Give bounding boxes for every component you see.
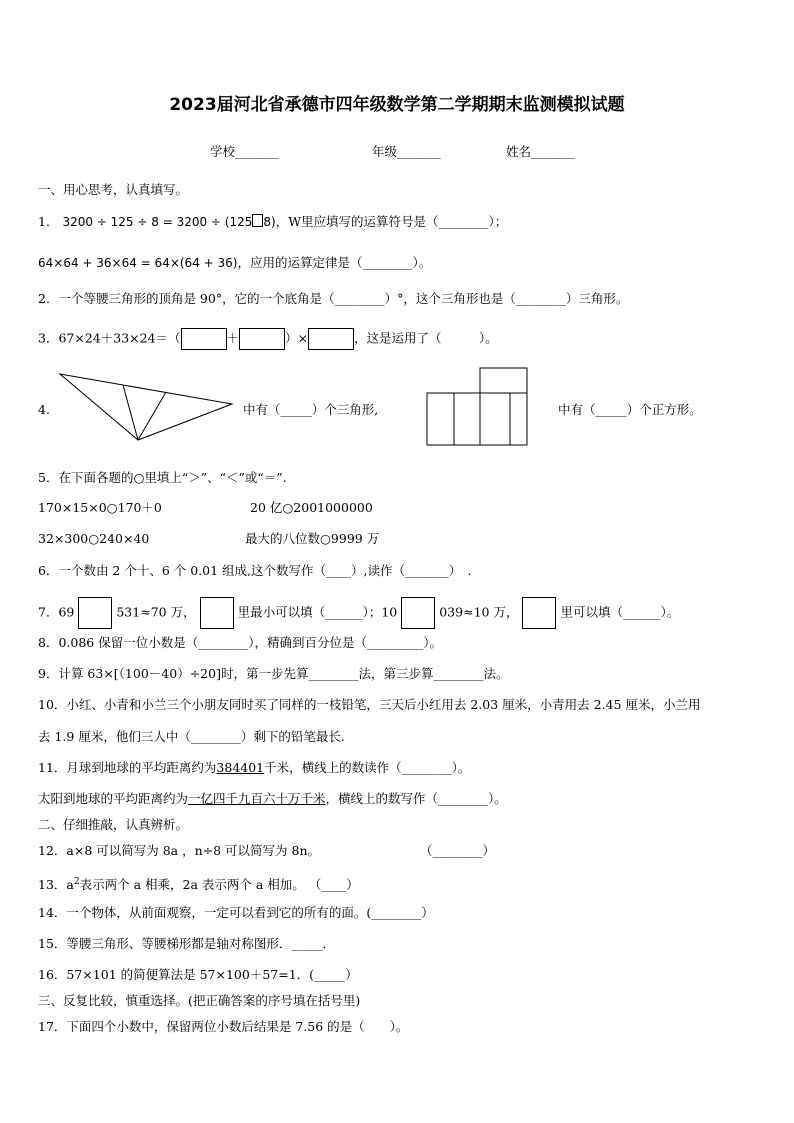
q1-expression-right: 8) — [263, 215, 276, 229]
q11a-text: 11．月球到地球的平均距离约为 — [38, 760, 217, 775]
q1-number: 1． — [38, 214, 59, 229]
q5-row2-a: 32×300○240×40 — [38, 531, 150, 546]
q11a-text-end: 千米，横线上的数读作（________）。 — [264, 760, 471, 775]
school-field: 学校_______ — [210, 144, 279, 159]
page-title: 2023届河北省承德市四年级数学第二学期期末监测模拟试题 — [169, 95, 625, 115]
section-3-heading: 三、反复比较，慎重选择。(把正确答案的序号填在括号里) — [38, 993, 361, 1008]
question-5-heading: 5．在下面各题的○里填上“＞”、“＜”或“＝”. — [38, 470, 287, 485]
answer-box[interactable] — [308, 328, 354, 350]
question-7 — [38, 597, 679, 629]
q13-text-end: 表示两个 a 相乘，2a 表示两个 a 相加。 （____） — [79, 877, 359, 893]
name-field: 姓名_______ — [506, 144, 575, 159]
q7-part-a: 7．69 — [38, 604, 75, 620]
question-12: 12．a×8 可以简写为 8a ，n÷8 可以简写为 8n。 — [38, 843, 321, 858]
question-15: 15．等腰三角形、等腰梯形都是轴对称图形．_____． — [38, 936, 336, 951]
grade-field: 年级_______ — [372, 144, 441, 159]
question-17: 17．下面四个小数中，保留两位小数后结果是 7.56 的是（ ）。 — [38, 1019, 409, 1034]
question-1 — [38, 214, 507, 230]
q12-answer: （________） — [420, 843, 496, 858]
q5-row1-b: 20 亿○2001000000 — [250, 500, 373, 515]
answer-box[interactable] — [401, 597, 435, 629]
question-10-line1: 10．小红、小青和小兰三个小朋友同时买了同样的一枝铅笔，三天后小红用去 2.03 厘米，小青用去 2.45 厘米，小兰用 — [38, 697, 701, 712]
q1b-text: ，应用的运算定律是（________）。 — [237, 255, 432, 270]
question-11a — [38, 760, 470, 776]
q11b-text: 太阳到地球的平均距离约为 — [38, 791, 189, 806]
q1-text: ，W里应填写的运算符号是（________）； — [275, 214, 508, 229]
question-13 — [38, 874, 359, 893]
q1-expression-left: 3200 ÷ 125 ÷ 8 = 3200 ÷ (125 — [62, 215, 253, 229]
q7-part-e: 里可以填（______）。 — [560, 604, 680, 620]
answer-box[interactable] — [522, 597, 556, 629]
triangle-figure — [56, 370, 238, 444]
q4-square-text: 中有（_____）个正方形。 — [558, 402, 702, 417]
section-2-heading: 二、仔细推敲，认真辨析。 — [38, 817, 189, 832]
q5-row2-b: 最大的八位数○9999 万 — [245, 531, 380, 546]
answer-box[interactable] — [200, 597, 234, 629]
q3-expression: 3．67×24＋33×24＝（ — [38, 330, 181, 346]
answer-box[interactable] — [252, 214, 263, 227]
question-8: 8．0.086 保留一位小数是（________），精确到百分位是（_________）。 — [38, 635, 442, 650]
question-16: 16．57×101 的简便算法是 57×100＋57=1．(_____） — [38, 967, 358, 982]
question-2: 2．一个等腰三角形的顶角是 90°，它的一个底角是（________）°，这个三角形也是（________）三角形。 — [38, 291, 629, 306]
squares-figure — [426, 367, 530, 447]
q1b-expression: 64×64 + 36×64 = 64×(64 + 36) — [38, 256, 238, 270]
answer-box[interactable] — [181, 328, 227, 350]
q3-text: ，这是运用了（ ）。 — [354, 330, 498, 346]
q4-number: 4. — [38, 402, 50, 417]
q11b-text-end: ，横线上的数写作（________）。 — [325, 791, 507, 806]
q7-part-b: 531≈70 万， — [116, 604, 196, 620]
question-10-line2: 去 1.9 厘米，他们三人中（________）剩下的铅笔最长. — [38, 729, 345, 744]
question-11b — [38, 791, 507, 807]
q4-triangle-text: 中有（_____）个三角形, — [243, 402, 379, 417]
answer-box[interactable] — [78, 597, 112, 629]
q7-part-c: 里最小可以填（______）；10 — [237, 604, 398, 620]
section-1-heading: 一、用心思考，认真填写。 — [38, 182, 189, 197]
q7-part-d: 039≈10 万， — [439, 604, 519, 620]
question-6: 6．一个数由 2 个十、6 个 0.01 组成,这个数写作（____）,读作（_______） . — [38, 563, 472, 578]
question-9: 9．计算 63×[（100－40）÷20]时，第一步先算________法，第三步算________法。 — [38, 666, 509, 681]
question-14: 14．一个物体，从前面观察，一定可以看到它的所有的面。(________） — [38, 905, 434, 920]
q11a-underlined-number: 384401 — [216, 760, 265, 775]
question-3 — [38, 328, 498, 350]
q11b-underlined-number: 一亿四千九百六十万千米 — [188, 791, 326, 806]
q13-text: 13．a — [38, 877, 74, 893]
answer-box[interactable] — [239, 328, 285, 350]
q3-plus: ＋ — [226, 330, 240, 346]
q5-row1-a: 170×15×0○170＋0 — [38, 500, 162, 515]
question-1b — [38, 255, 431, 271]
q3-times: ）× — [285, 330, 309, 346]
q13-superscript: 2 — [73, 877, 80, 887]
